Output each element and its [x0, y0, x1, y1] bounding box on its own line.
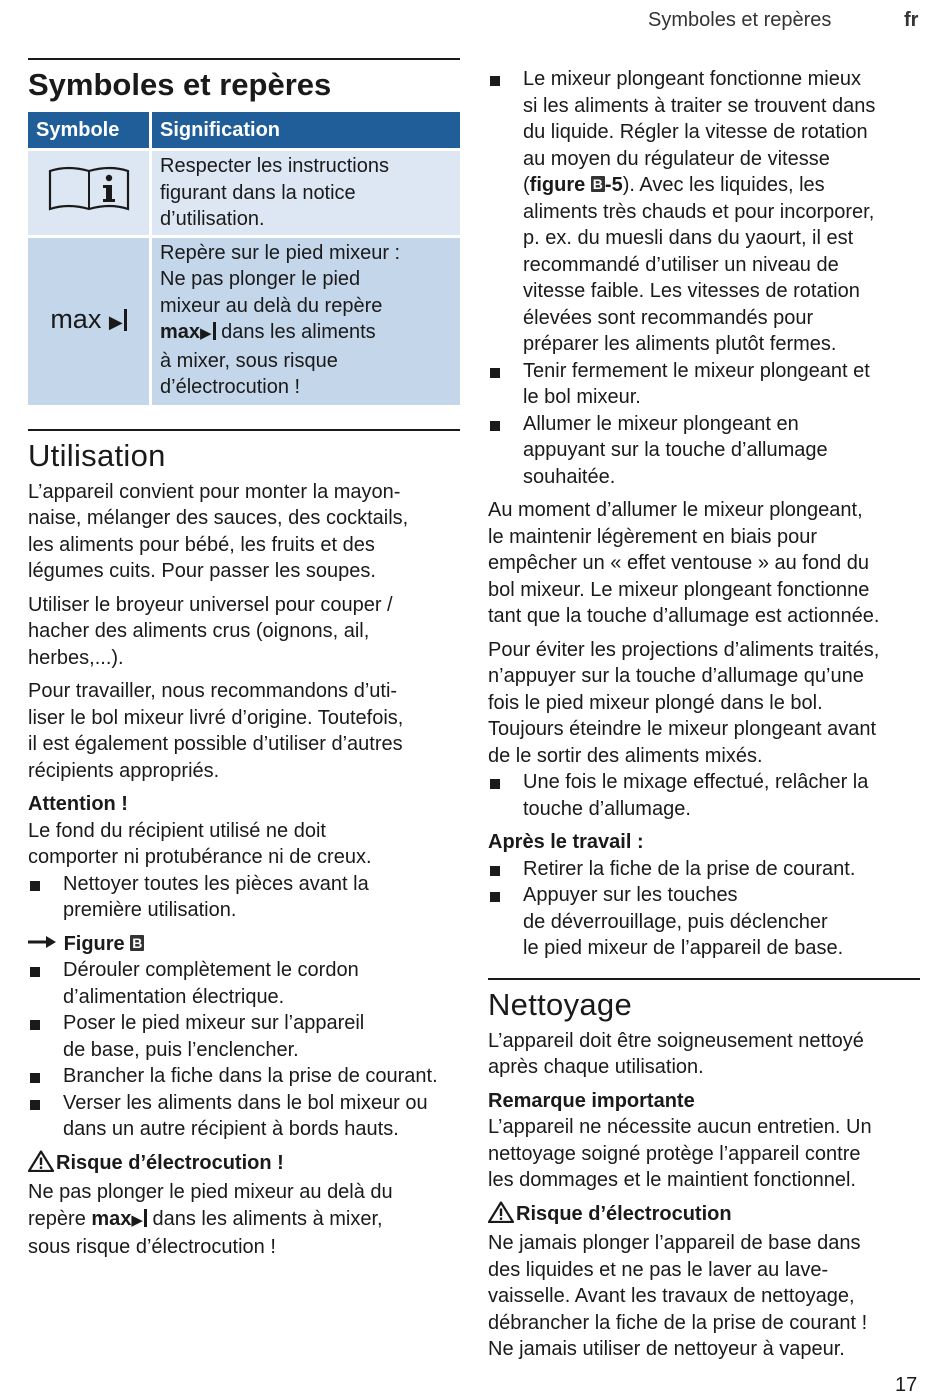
bullet-list	[488, 856, 920, 962]
bullet-list	[488, 66, 920, 490]
bullet-square-icon	[490, 779, 500, 789]
list-item: Le mixeur plongeant fonctionne mieux si les aliments à traiter se trouvent dans du liquide. Régler la vitesse de rotation au moyen du régulateur de vitesse (figure B -5). Avec les liquides, les aliments très chauds et pour incorporer, p. ex. du muesli dans du yaourt, il est recommandé d’utiliser un niveau de vitesse faible. Les vitesses de rotation élevées sont recommandés pour préparer les aliments plutôt fermes.	[488, 66, 920, 358]
figure-reference: Figure B	[28, 931, 460, 958]
max-mark-inline: max▶	[91, 1208, 147, 1230]
max-mark-symbol: max ▶	[50, 304, 126, 334]
list-item: Allumer le mixeur plongeant en appuyant sur la touche d’allumage souhaitée.	[488, 411, 920, 491]
paragraph: Utiliser le broyeur universel pour couper / hacher des aliments crus (oignons, ail, herbes,...).	[28, 593, 393, 669]
warning-triangle-icon	[488, 1201, 516, 1231]
bullet-square-icon	[490, 368, 500, 378]
list-item: Brancher la fiche dans la prise de courant.	[28, 1063, 460, 1090]
paragraph: L’appareil doit être soigneusement nettoyé après chaque utilisation.	[488, 1029, 864, 1078]
table-header-meaning: Signification	[152, 112, 460, 148]
risk-heading: Risque d’électrocution	[488, 1201, 920, 1231]
bullet-square-icon	[490, 866, 500, 876]
manual-info-icon	[46, 198, 132, 220]
nettoyage-heading: Nettoyage	[488, 986, 633, 1022]
list-item: Tenir fermement le mixeur plongeant et le bol mixeur.	[488, 358, 920, 411]
utilisation-heading: Utilisation	[28, 437, 166, 473]
page-header	[0, 7, 950, 33]
attention-text: Le fond du récipient utilisé ne doit comporter ni protubérance ni de creux.	[28, 819, 372, 868]
table-header-symbol: Symbole	[28, 112, 152, 148]
bullet-square-icon	[30, 1020, 40, 1030]
table-row: Respecter les instructions figurant dans la notice d’utilisation.	[28, 148, 460, 235]
list-item: Verser les aliments dans le bol mixeur ou dans un autre récipient à bords hauts.	[28, 1090, 460, 1143]
paragraph: Au moment d’allumer le mixeur plongeant, le maintenir légèrement en biais pour empêcher un « effet ventouse » au fond du bol mixeur. Le mixeur plongeant fonctionne tant que la touche d’allumage est actionnée.	[488, 499, 880, 627]
right-column	[488, 66, 920, 1363]
paragraph: L’appareil convient pour monter la mayon- naise, mélanger des sauces, des cocktails, les aliments pour bébé, les fruits et des légumes cuits. Pour passer les soupes.	[28, 480, 409, 582]
symbols-table	[28, 112, 460, 405]
risk-text: Ne pas plonger le pied mixeur au delà du repère max▶ dans les aliments à mixer, sous risque d’électrocution !	[28, 1181, 393, 1258]
bullet-list	[488, 769, 920, 822]
list-item: Une fois le mixage effectué, relâcher la touche d’allumage.	[488, 769, 920, 822]
list-item: Nettoyer toutes les pièces avant la première utilisation.	[28, 871, 460, 924]
paragraph: Pour éviter les projections d’aliments traités, n’appuyer sur la touche d’allumage qu’une fois le pied mixeur plongé dans le bol. Toujours éteindre le mixeur plongeant avant de le sortir des aliments mixés.	[488, 638, 880, 767]
risk-heading: Risque d’électrocution !	[28, 1150, 460, 1180]
bullet-square-icon	[30, 1100, 40, 1110]
figure-box-label: B	[132, 934, 143, 951]
bullet-square-icon	[30, 1073, 40, 1083]
list-item: Dérouler complètement le cordon d’alimentation électrique.	[28, 957, 460, 1010]
important-note-label: Remarque importante	[488, 1089, 695, 1112]
figure-box-label: B	[592, 176, 603, 192]
paragraph: Pour travailler, nous recommandons d’uti- liser le bol mixeur livré d’origine. Toutefois, il est également possible d’utiliser d’autres récipients appropriés.	[28, 680, 404, 782]
table-row: max ▶ Repère sur le pied mixeur : Ne pas plonger le pied mixeur au delà du repère max▶ dans les aliments à mixer, sous risque d’électrocution !	[28, 235, 460, 405]
attention-label: Attention !	[28, 793, 128, 815]
list-item: Retirer la fiche de la prise de courant.	[488, 856, 920, 883]
list-item: Poser le pied mixeur sur l’appareil de base, puis l’enclencher.	[28, 1010, 460, 1063]
arrow-right-icon	[28, 933, 64, 955]
header-lang: fr	[904, 9, 919, 31]
steps-list	[28, 957, 460, 1143]
bullet-list	[28, 871, 460, 924]
after-work-label: Après le travail :	[488, 831, 644, 853]
symbols-heading: Symboles et repères	[28, 67, 332, 102]
bullet-square-icon	[30, 881, 40, 891]
bullet-square-icon	[490, 421, 500, 431]
bullet-square-icon	[30, 967, 40, 977]
max-mark-inline: max▶	[160, 321, 216, 343]
bullet-square-icon	[490, 892, 500, 902]
header-title: Symboles et repères	[648, 9, 832, 31]
play-triangle-icon: ▶	[131, 1211, 143, 1229]
warning-triangle-icon	[28, 1150, 56, 1180]
page-number: 17	[895, 1374, 918, 1392]
paragraph: L’appareil ne nécessite aucun entretien. Un nettoyage soigné protège l’appareil contre les dommages et le maintient fonctionnel.	[488, 1116, 872, 1191]
left-column	[28, 58, 460, 1261]
bullet-square-icon	[490, 76, 500, 86]
play-triangle-icon: ▶	[108, 312, 123, 333]
play-triangle-icon: ▶	[200, 325, 212, 342]
list-item: Appuyer sur les touches de déverrouillage, puis déclencher le pied mixeur de l’appareil de base.	[488, 882, 920, 962]
risk-text: Ne jamais plonger l’appareil de base dans des liquides et ne pas le laver au lave- vaisselle. Avant les travaux de nettoyage, débrancher la fiche de la prise de courant ! Ne jamais utiliser de nettoyeur à vapeur.	[488, 1232, 868, 1360]
